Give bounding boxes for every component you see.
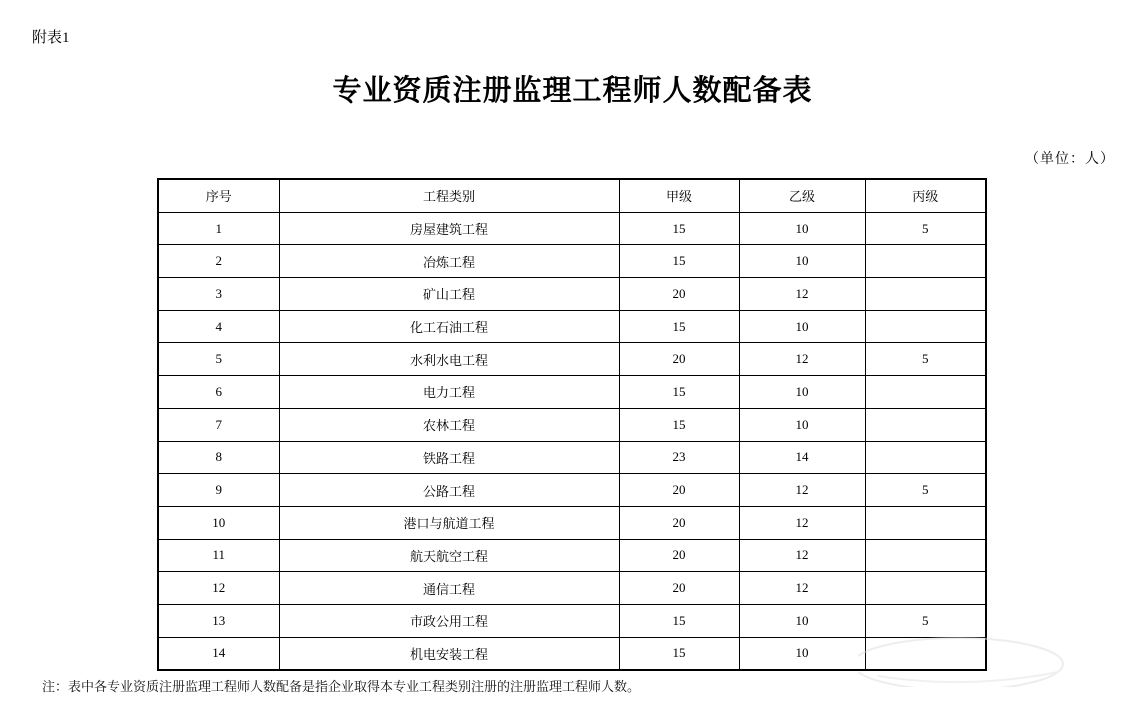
table-cell: 15 [619,245,739,278]
table-cell: 10 [739,212,865,245]
table-cell: 10 [158,506,279,539]
table-cell [865,310,986,343]
table-cell: 铁路工程 [279,441,619,474]
table-cell: 房屋建筑工程 [279,212,619,245]
table-cell: 6 [158,376,279,409]
table-cell [865,278,986,311]
table-cell [865,408,986,441]
table-cell [865,376,986,409]
table-cell: 10 [739,637,865,670]
appendix-label: 附表1 [32,30,70,46]
table-row [158,637,986,670]
table-cell: 机电安装工程 [279,637,619,670]
footnote: 注：表中各专业资质注册监理工程师人数配备是指企业取得本专业工程类别注册的注册监理工程师人数。 [42,679,641,694]
column-header: 甲级 [619,179,739,212]
staffing-table [157,178,987,671]
table-cell: 8 [158,441,279,474]
table-cell: 港口与航道工程 [279,506,619,539]
table-header-row [158,179,986,212]
table-cell: 15 [619,604,739,637]
table-cell: 15 [619,408,739,441]
table-cell [865,506,986,539]
table-cell: 航天航空工程 [279,539,619,572]
table-cell: 10 [739,310,865,343]
table-cell: 12 [739,506,865,539]
table-cell [865,572,986,605]
table-cell: 7 [158,408,279,441]
table-row [158,310,986,343]
table-cell: 12 [739,539,865,572]
table-cell: 5 [865,343,986,376]
table-cell: 矿山工程 [279,278,619,311]
table-cell: 20 [619,474,739,507]
table-row [158,474,986,507]
table-cell: 15 [619,212,739,245]
table-row [158,212,986,245]
table-cell: 15 [619,310,739,343]
table-cell: 11 [158,539,279,572]
table-cell [865,245,986,278]
table-cell: 13 [158,604,279,637]
table-cell: 14 [739,441,865,474]
table-cell: 20 [619,539,739,572]
page-title: 专业资质注册监理工程师人数配备表 [332,75,813,107]
table-cell: 化工石油工程 [279,310,619,343]
table-cell: 23 [619,441,739,474]
table-cell: 5 [865,212,986,245]
column-header: 丙级 [865,179,986,212]
table-row [158,278,986,311]
table-cell: 5 [865,474,986,507]
table-cell: 5 [865,604,986,637]
table-cell: 9 [158,474,279,507]
table-cell: 20 [619,343,739,376]
table-cell: 水利水电工程 [279,343,619,376]
table-cell: 15 [619,376,739,409]
table-row [158,539,986,572]
column-header: 乙级 [739,179,865,212]
table-cell: 冶炼工程 [279,245,619,278]
table-cell [865,441,986,474]
unit-note: （单位：人） [1025,152,1115,167]
table-cell [865,539,986,572]
table-cell: 公路工程 [279,474,619,507]
table-cell: 3 [158,278,279,311]
table-cell [865,637,986,670]
table-cell: 14 [158,637,279,670]
table-cell: 10 [739,376,865,409]
table-cell: 20 [619,506,739,539]
table-cell: 1 [158,212,279,245]
column-header: 序号 [158,179,279,212]
table-row [158,506,986,539]
table-row [158,376,986,409]
table-cell: 12 [158,572,279,605]
table-cell: 12 [739,343,865,376]
table-row [158,441,986,474]
table-row [158,572,986,605]
table-row [158,245,986,278]
table-cell: 12 [739,572,865,605]
table-row [158,408,986,441]
table-cell: 电力工程 [279,376,619,409]
table-cell: 5 [158,343,279,376]
table-cell: 市政公用工程 [279,604,619,637]
table-row [158,604,986,637]
table-cell: 4 [158,310,279,343]
table-cell: 农林工程 [279,408,619,441]
table-cell: 20 [619,572,739,605]
table-cell: 通信工程 [279,572,619,605]
table-cell: 10 [739,604,865,637]
table-cell: 12 [739,474,865,507]
table-cell: 15 [619,637,739,670]
table-cell: 10 [739,408,865,441]
table-row [158,343,986,376]
table-cell: 2 [158,245,279,278]
table-cell: 10 [739,245,865,278]
table-cell: 20 [619,278,739,311]
column-header: 工程类别 [279,179,619,212]
table-cell: 12 [739,278,865,311]
staffing-table-container [157,178,985,671]
